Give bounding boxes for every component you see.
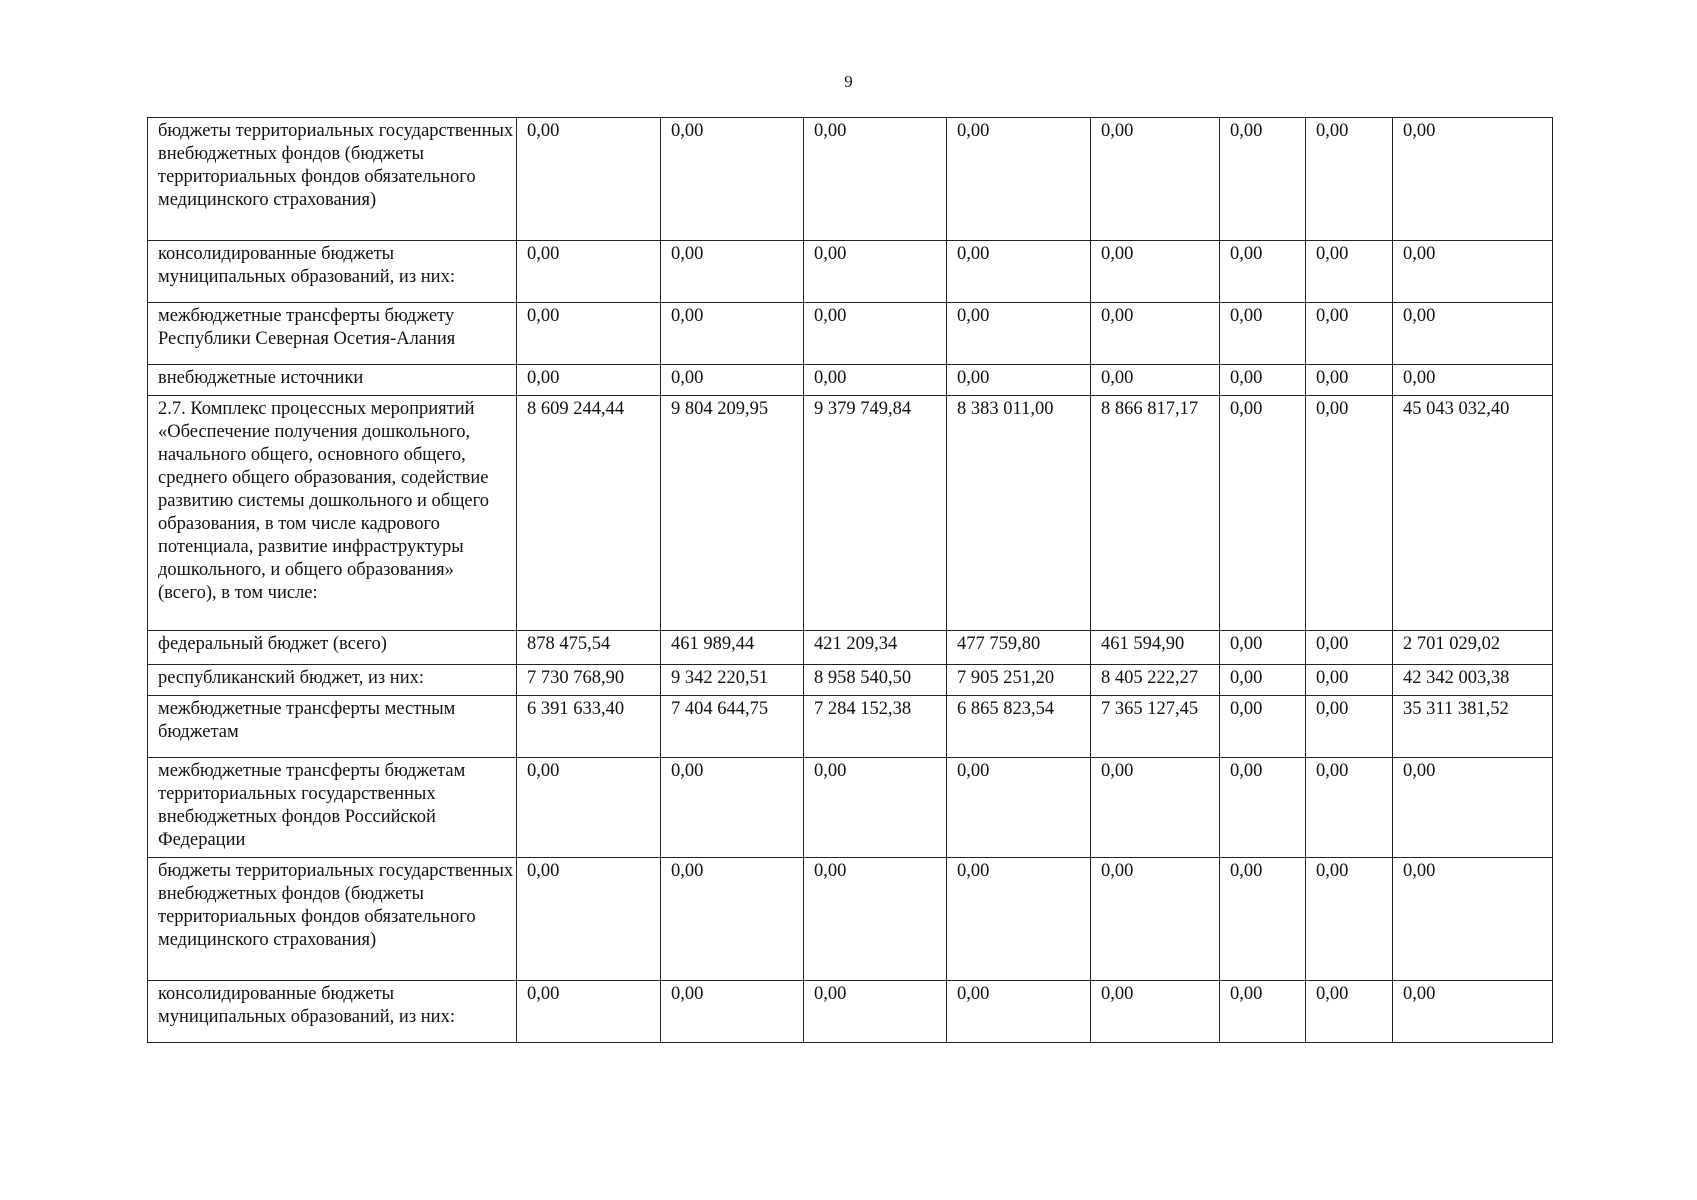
value-cell: 0,00 — [1306, 365, 1393, 396]
value-cell: 0,00 — [1306, 665, 1393, 696]
row-label-cell: бюджеты территориальных государственных внебюджетных фондов (бюджеты территориальных фондов обязательного медицинского страхования) — [148, 858, 517, 981]
value-cell: 35 311 381,52 — [1393, 696, 1553, 758]
value-cell: 0,00 — [804, 303, 947, 365]
table-row — [148, 303, 1553, 365]
value-cell: 0,00 — [1306, 118, 1393, 241]
value-cell: 0,00 — [947, 981, 1091, 1043]
value-cell: 0,00 — [947, 758, 1091, 858]
row-label-cell: межбюджетные трансферты бюджету Республики Северная Осетия-Алания — [148, 303, 517, 365]
value-cell: 0,00 — [1220, 665, 1306, 696]
value-cell: 0,00 — [517, 981, 661, 1043]
value-cell: 0,00 — [1306, 758, 1393, 858]
value-cell: 0,00 — [1220, 631, 1306, 665]
value-cell: 7 905 251,20 — [947, 665, 1091, 696]
value-cell: 0,00 — [1393, 241, 1553, 303]
page-number: 9 — [844, 72, 853, 91]
row-label-cell: республиканский бюджет, из них: — [148, 665, 517, 696]
value-cell: 6 865 823,54 — [947, 696, 1091, 758]
value-cell: 7 365 127,45 — [1091, 696, 1220, 758]
value-cell: 0,00 — [1306, 858, 1393, 981]
value-cell: 0,00 — [804, 365, 947, 396]
value-cell: 0,00 — [947, 118, 1091, 241]
value-cell: 7 730 768,90 — [517, 665, 661, 696]
value-cell: 0,00 — [1091, 241, 1220, 303]
value-cell: 0,00 — [1091, 118, 1220, 241]
value-cell: 0,00 — [804, 241, 947, 303]
value-cell: 0,00 — [517, 758, 661, 858]
value-cell: 45 043 032,40 — [1393, 396, 1553, 631]
value-cell: 8 866 817,17 — [1091, 396, 1220, 631]
value-cell: 0,00 — [517, 303, 661, 365]
value-cell: 0,00 — [517, 118, 661, 241]
value-cell: 42 342 003,38 — [1393, 665, 1553, 696]
value-cell: 0,00 — [804, 981, 947, 1043]
value-cell: 0,00 — [804, 758, 947, 858]
value-cell: 9 379 749,84 — [804, 396, 947, 631]
value-cell: 8 609 244,44 — [517, 396, 661, 631]
value-cell: 0,00 — [1220, 396, 1306, 631]
budget-table — [147, 117, 1553, 1043]
value-cell: 0,00 — [661, 241, 804, 303]
value-cell: 0,00 — [1306, 396, 1393, 631]
value-cell: 0,00 — [1220, 696, 1306, 758]
table-row — [148, 858, 1553, 981]
value-cell: 477 759,80 — [947, 631, 1091, 665]
row-label-cell: внебюджетные источники — [148, 365, 517, 396]
value-cell: 461 989,44 — [661, 631, 804, 665]
value-cell: 8 958 540,50 — [804, 665, 947, 696]
value-cell: 0,00 — [1306, 241, 1393, 303]
table-row — [148, 118, 1553, 241]
value-cell: 8 405 222,27 — [1091, 665, 1220, 696]
value-cell: 0,00 — [1220, 981, 1306, 1043]
value-cell: 0,00 — [661, 858, 804, 981]
value-cell: 878 475,54 — [517, 631, 661, 665]
value-cell: 0,00 — [1306, 696, 1393, 758]
row-label-cell: межбюджетные трансферты местным бюджетам — [148, 696, 517, 758]
value-cell: 0,00 — [661, 118, 804, 241]
table-row — [148, 241, 1553, 303]
value-cell: 9 342 220,51 — [661, 665, 804, 696]
value-cell: 0,00 — [804, 118, 947, 241]
row-label-cell: 2.7. Комплекс процессных мероприятий «Обеспечение получения дошкольного, начального общего, основного общего, среднего общего образования, содействие развитию системы дошкольного и общего образования, в том числе кадрового потенциала, развитие инфраструктуры дошкольного, и общего образования» (всего), в том числе: — [148, 396, 517, 631]
value-cell: 7 404 644,75 — [661, 696, 804, 758]
row-label-cell: федеральный бюджет (всего) — [148, 631, 517, 665]
value-cell: 0,00 — [1220, 118, 1306, 241]
value-cell: 0,00 — [517, 858, 661, 981]
value-cell: 8 383 011,00 — [947, 396, 1091, 631]
value-cell: 0,00 — [1306, 631, 1393, 665]
value-cell: 9 804 209,95 — [661, 396, 804, 631]
value-cell: 0,00 — [947, 858, 1091, 981]
table-row — [148, 631, 1553, 665]
table-row — [148, 758, 1553, 858]
value-cell: 0,00 — [1393, 365, 1553, 396]
value-cell: 0,00 — [1091, 858, 1220, 981]
value-cell: 0,00 — [1306, 981, 1393, 1043]
value-cell: 0,00 — [1091, 758, 1220, 858]
table-row — [148, 365, 1553, 396]
value-cell: 0,00 — [661, 981, 804, 1043]
value-cell: 0,00 — [517, 241, 661, 303]
value-cell: 0,00 — [1220, 241, 1306, 303]
value-cell: 0,00 — [1220, 303, 1306, 365]
value-cell: 461 594,90 — [1091, 631, 1220, 665]
value-cell: 0,00 — [1306, 303, 1393, 365]
row-label-cell: бюджеты территориальных государственных внебюджетных фондов (бюджеты территориальных фондов обязательного медицинского страхования) — [148, 118, 517, 241]
value-cell: 0,00 — [1220, 758, 1306, 858]
row-label-cell: межбюджетные трансферты бюджетам территориальных государственных внебюджетных фондов Российской Федерации — [148, 758, 517, 858]
value-cell: 0,00 — [661, 303, 804, 365]
value-cell: 0,00 — [1393, 858, 1553, 981]
value-cell: 6 391 633,40 — [517, 696, 661, 758]
value-cell: 0,00 — [804, 858, 947, 981]
table-row — [148, 696, 1553, 758]
value-cell: 2 701 029,02 — [1393, 631, 1553, 665]
table-row — [148, 665, 1553, 696]
value-cell: 7 284 152,38 — [804, 696, 947, 758]
value-cell: 421 209,34 — [804, 631, 947, 665]
row-label-cell: консолидированные бюджеты муниципальных образований, из них: — [148, 241, 517, 303]
value-cell: 0,00 — [661, 365, 804, 396]
value-cell: 0,00 — [947, 241, 1091, 303]
value-cell: 0,00 — [1393, 118, 1553, 241]
value-cell: 0,00 — [1091, 365, 1220, 396]
table-row — [148, 396, 1553, 631]
value-cell: 0,00 — [1091, 303, 1220, 365]
value-cell: 0,00 — [661, 758, 804, 858]
value-cell: 0,00 — [947, 303, 1091, 365]
value-cell: 0,00 — [1393, 981, 1553, 1043]
value-cell: 0,00 — [1220, 858, 1306, 981]
value-cell: 0,00 — [1220, 365, 1306, 396]
value-cell: 0,00 — [517, 365, 661, 396]
value-cell: 0,00 — [1091, 981, 1220, 1043]
row-label-cell: консолидированные бюджеты муниципальных образований, из них: — [148, 981, 517, 1043]
table-body — [148, 118, 1553, 1043]
value-cell: 0,00 — [947, 365, 1091, 396]
table-row — [148, 981, 1553, 1043]
value-cell: 0,00 — [1393, 758, 1553, 858]
value-cell: 0,00 — [1393, 303, 1553, 365]
